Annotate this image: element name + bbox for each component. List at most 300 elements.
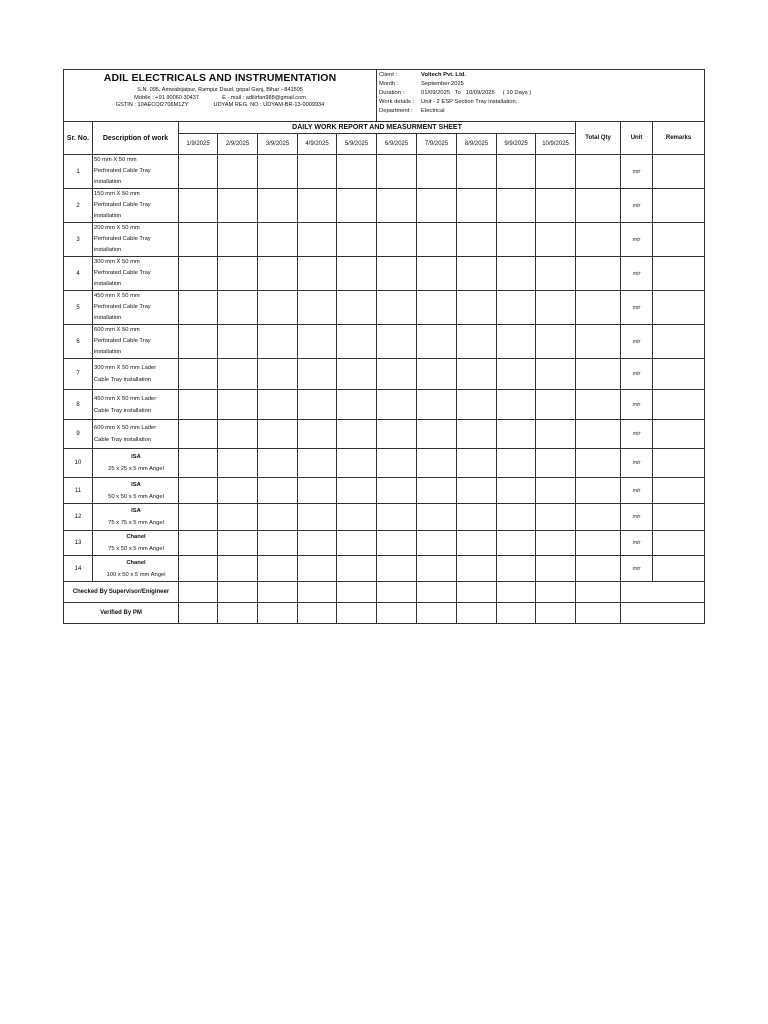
signature-cell[interactable] (337, 603, 377, 624)
description-line: Cable Tray installation (94, 437, 152, 443)
daily-qty-cell[interactable] (497, 223, 536, 257)
daily-qty-cell[interactable] (337, 390, 377, 420)
daily-qty-cell[interactable] (497, 531, 536, 556)
sr-no-cell: 6 (64, 325, 93, 359)
signature-cell[interactable] (298, 582, 337, 603)
daily-qty-cell[interactable] (298, 449, 337, 478)
daily-qty-cell[interactable] (457, 325, 497, 359)
daily-qty-cell[interactable] (179, 359, 218, 390)
daily-qty-cell[interactable] (536, 359, 576, 390)
daily-qty-cell[interactable] (377, 420, 417, 449)
sr-no-cell: 7 (64, 359, 93, 390)
table-row (64, 291, 705, 325)
signature-cell[interactable] (218, 603, 258, 624)
daily-qty-cell[interactable] (377, 531, 417, 556)
daily-qty-cell[interactable] (417, 504, 457, 531)
daily-qty-cell[interactable] (258, 189, 298, 223)
sr-no-cell: 1 (64, 155, 93, 189)
table-row (64, 257, 705, 291)
daily-qty-cell[interactable] (337, 223, 377, 257)
description-cell (93, 359, 179, 390)
daily-qty-cell[interactable] (497, 155, 536, 189)
daily-qty-cell[interactable] (417, 478, 457, 504)
sr-no-cell: 9 (64, 420, 93, 449)
daily-qty-cell[interactable] (536, 325, 576, 359)
daily-qty-cell[interactable] (218, 189, 258, 223)
description-line: ISA (131, 508, 141, 514)
description-line: Perforated Cable Tray (94, 304, 151, 310)
daily-qty-cell[interactable] (179, 189, 218, 223)
unit-cell: mtr (621, 257, 653, 291)
daily-qty-cell[interactable] (457, 257, 497, 291)
signature-cell[interactable] (377, 582, 417, 603)
total-qty-cell[interactable] (576, 223, 621, 257)
total-qty-cell[interactable] (576, 257, 621, 291)
daily-qty-cell[interactable] (497, 325, 536, 359)
signature-cell[interactable] (536, 582, 576, 603)
signature-cell[interactable] (457, 603, 497, 624)
company-udyam: UDYAM REG. NO : UDYAM-BR-13-0009934 (213, 102, 325, 108)
unit-cell: mtr (621, 291, 653, 325)
daily-qty-cell[interactable] (179, 223, 218, 257)
client-value: Voltech Pvt. Ltd. (421, 71, 467, 78)
daily-qty-cell[interactable] (298, 325, 337, 359)
daily-qty-cell[interactable] (457, 390, 497, 420)
daily-qty-cell[interactable] (218, 556, 258, 582)
daily-qty-cell[interactable] (377, 504, 417, 531)
daily-qty-cell[interactable] (536, 420, 576, 449)
description-line: 300 mm X 50 mm (94, 259, 140, 265)
daily-qty-cell[interactable] (457, 155, 497, 189)
remarks-cell[interactable] (653, 257, 705, 291)
table-row (64, 449, 705, 478)
daily-qty-cell[interactable] (337, 556, 377, 582)
total-qty-cell[interactable] (576, 531, 621, 556)
description-line: installation (94, 281, 122, 287)
date-header: 10/9/2025 (536, 134, 576, 155)
description-line: 450 mm X 50 mm (94, 293, 140, 299)
daily-qty-cell[interactable] (179, 556, 218, 582)
daily-qty-cell[interactable] (337, 155, 377, 189)
remarks-cell[interactable] (653, 291, 705, 325)
signature-cell[interactable] (497, 582, 536, 603)
unit-cell: mtr (621, 504, 653, 531)
daily-qty-cell[interactable] (218, 420, 258, 449)
checked-by-row (64, 582, 705, 603)
date-header: 1/9/2025 (179, 134, 218, 155)
description-line: 150 mm X 50 mm (94, 191, 140, 197)
unit-cell: mtr (621, 325, 653, 359)
company-mobile: Mobile : +91 90060 30437 (134, 94, 200, 101)
daily-qty-cell[interactable] (298, 390, 337, 420)
remarks-cell[interactable] (653, 420, 705, 449)
daily-qty-cell[interactable] (218, 531, 258, 556)
signature-cell[interactable] (179, 582, 218, 603)
daily-qty-cell[interactable] (258, 155, 298, 189)
daily-qty-cell[interactable] (298, 257, 337, 291)
remarks-cell[interactable] (653, 390, 705, 420)
unit-cell: mtr (621, 359, 653, 390)
date-header: 9/9/2025 (497, 134, 536, 155)
daily-qty-cell[interactable] (377, 257, 417, 291)
daily-qty-cell[interactable] (417, 359, 457, 390)
daily-qty-cell[interactable] (179, 531, 218, 556)
sr-no-cell: 13 (64, 531, 93, 556)
daily-qty-cell[interactable] (179, 325, 218, 359)
unit-cell: mtr (621, 223, 653, 257)
daily-qty-cell[interactable] (258, 504, 298, 531)
total-qty-cell[interactable] (576, 420, 621, 449)
remarks-cell[interactable] (653, 359, 705, 390)
total-qty-cell[interactable] (576, 504, 621, 531)
description-line: 450 mm X 50 mm Lader (94, 395, 157, 402)
daily-qty-cell[interactable] (536, 478, 576, 504)
daily-qty-cell[interactable] (258, 449, 298, 478)
daily-qty-cell[interactable] (337, 531, 377, 556)
description-cell (93, 155, 179, 189)
daily-qty-cell[interactable] (497, 189, 536, 223)
daily-qty-cell[interactable] (457, 449, 497, 478)
description-line: Perforated Cable Tray (94, 202, 151, 208)
signature-cell[interactable] (576, 603, 621, 624)
sr-no-header: Sr. No. (64, 122, 93, 155)
daily-qty-cell[interactable] (258, 420, 298, 449)
verified-by-row (64, 603, 705, 624)
description-line: installation (94, 213, 122, 219)
remarks-cell[interactable] (653, 504, 705, 531)
remarks-cell[interactable] (653, 189, 705, 223)
daily-qty-cell[interactable] (298, 504, 337, 531)
daily-qty-cell[interactable] (179, 478, 218, 504)
total-qty-cell[interactable] (576, 449, 621, 478)
daily-qty-cell[interactable] (258, 556, 298, 582)
daily-qty-cell[interactable] (536, 449, 576, 478)
daily-qty-cell[interactable] (457, 291, 497, 325)
project-info (377, 70, 705, 122)
daily-qty-cell[interactable] (497, 390, 536, 420)
description-line: installation (94, 349, 122, 355)
duration-label: Duration : (379, 89, 405, 96)
unit-cell: mtr (621, 155, 653, 189)
unit-header: Unit (621, 122, 653, 155)
daily-qty-cell[interactable] (337, 257, 377, 291)
description-line: 50 x 50 x 5 mm Angel (108, 493, 164, 500)
daily-qty-cell[interactable] (417, 556, 457, 582)
daily-qty-cell[interactable] (298, 223, 337, 257)
daily-qty-cell[interactable] (457, 531, 497, 556)
date-header: 7/9/2025 (417, 134, 457, 155)
table-row (64, 531, 705, 556)
daily-qty-cell[interactable] (377, 223, 417, 257)
daily-qty-cell[interactable] (377, 556, 417, 582)
remarks-cell[interactable] (653, 325, 705, 359)
description-line: 25 x 25 x 5 mm Angel (108, 466, 164, 472)
daily-qty-cell[interactable] (497, 556, 536, 582)
description-line: installation (94, 315, 122, 321)
table-row (64, 155, 705, 189)
signature-cell[interactable] (457, 582, 497, 603)
unit-cell: mtr (621, 556, 653, 582)
remarks-cell[interactable] (653, 449, 705, 478)
daily-qty-cell[interactable] (218, 449, 258, 478)
daily-qty-cell[interactable] (218, 291, 258, 325)
date-header: 2/9/2025 (218, 134, 258, 155)
daily-qty-cell[interactable] (417, 155, 457, 189)
daily-qty-cell[interactable] (417, 291, 457, 325)
sr-no-cell: 2 (64, 189, 93, 223)
company-name: ADIL ELECTRICALS AND INSTRUMENTATION (103, 72, 337, 84)
work-details-label: Work details : (379, 98, 415, 105)
signature-cell[interactable] (298, 603, 337, 624)
daily-qty-cell[interactable] (258, 223, 298, 257)
remarks-cell[interactable] (653, 531, 705, 556)
daily-qty-cell[interactable] (298, 155, 337, 189)
daily-qty-cell[interactable] (298, 478, 337, 504)
description-cell (93, 325, 179, 359)
department-label: Department : (379, 107, 413, 114)
verified-label: Verified By PM (64, 603, 179, 624)
daily-qty-cell[interactable] (377, 390, 417, 420)
daily-qty-cell[interactable] (258, 359, 298, 390)
signature-cell[interactable] (258, 603, 298, 624)
description-line: Chanel (126, 534, 146, 540)
unit-cell: mtr (621, 478, 653, 504)
unit-cell: mtr (621, 531, 653, 556)
daily-qty-cell[interactable] (457, 556, 497, 582)
signature-cell[interactable] (179, 603, 218, 624)
daily-qty-cell[interactable] (417, 449, 457, 478)
daily-qty-cell[interactable] (377, 155, 417, 189)
total-qty-cell[interactable] (576, 189, 621, 223)
daily-qty-cell[interactable] (497, 420, 536, 449)
description-cell (93, 478, 179, 504)
table-row (64, 223, 705, 257)
daily-qty-cell[interactable] (417, 390, 457, 420)
description-line: 50 mm X 50 mm (94, 157, 137, 163)
sr-no-cell: 11 (64, 478, 93, 504)
company-address: S.N. 095, Amwabijaipur, Rampur Daud, gopal Ganj, Bihar - 841505 (137, 87, 303, 93)
daily-qty-cell[interactable] (218, 478, 258, 504)
sr-no-cell: 14 (64, 556, 93, 582)
daily-qty-cell[interactable] (536, 155, 576, 189)
daily-qty-cell[interactable] (179, 291, 218, 325)
duration-value: 01/09/2025 To 10/09/2025 ( 10 Days ) (421, 89, 532, 96)
signature-cell[interactable] (417, 603, 457, 624)
daily-qty-cell[interactable] (298, 359, 337, 390)
total-qty-cell[interactable] (576, 359, 621, 390)
daily-qty-cell[interactable] (258, 531, 298, 556)
daily-qty-cell[interactable] (337, 325, 377, 359)
company-gstin: GSTIN : 10AECOI2706M1ZY (115, 102, 189, 108)
description-line: ISA (131, 454, 141, 460)
date-header: 4/9/2025 (298, 134, 337, 155)
daily-qty-cell[interactable] (258, 257, 298, 291)
daily-qty-cell[interactable] (497, 449, 536, 478)
description-cell (93, 291, 179, 325)
daily-qty-cell[interactable] (536, 257, 576, 291)
daily-qty-cell[interactable] (258, 390, 298, 420)
sr-no-cell: 3 (64, 223, 93, 257)
signature-cell[interactable] (621, 582, 705, 603)
signature-cell[interactable] (337, 582, 377, 603)
description-line: ISA (131, 481, 141, 488)
daily-qty-cell[interactable] (258, 291, 298, 325)
date-header: 8/9/2025 (457, 134, 497, 155)
daily-qty-cell[interactable] (298, 420, 337, 449)
unit-cell: mtr (621, 420, 653, 449)
daily-qty-cell[interactable] (179, 449, 218, 478)
description-header: Description of work (93, 122, 179, 155)
client-label: Client : (379, 71, 398, 78)
report-sheet (63, 69, 704, 624)
signature-cell[interactable] (377, 603, 417, 624)
total-qty-cell[interactable] (576, 291, 621, 325)
signature-cell[interactable] (218, 582, 258, 603)
daily-qty-cell[interactable] (457, 420, 497, 449)
daily-qty-cell[interactable] (536, 291, 576, 325)
description-line: Perforated Cable Tray (94, 338, 151, 344)
daily-qty-cell[interactable] (179, 420, 218, 449)
signature-cell[interactable] (417, 582, 457, 603)
daily-qty-cell[interactable] (218, 359, 258, 390)
daily-qty-cell[interactable] (457, 478, 497, 504)
total-qty-cell[interactable] (576, 478, 621, 504)
daily-qty-cell[interactable] (536, 189, 576, 223)
sr-no-cell: 8 (64, 390, 93, 420)
daily-qty-cell[interactable] (417, 531, 457, 556)
daily-qty-cell[interactable] (298, 291, 337, 325)
table-row (64, 359, 705, 390)
description-cell (93, 390, 179, 420)
description-line: 200 mm X 50 mm (94, 225, 140, 231)
daily-qty-cell[interactable] (536, 390, 576, 420)
daily-qty-cell[interactable] (179, 155, 218, 189)
total-qty-cell[interactable] (576, 390, 621, 420)
remarks-cell[interactable] (653, 155, 705, 189)
daily-qty-cell[interactable] (179, 257, 218, 291)
daily-qty-cell[interactable] (457, 223, 497, 257)
description-line: 600 mm X 50 mm Lader (94, 425, 157, 431)
description-line: 75 x 75 x 5 mm Angel (108, 520, 164, 526)
daily-qty-cell[interactable] (497, 478, 536, 504)
daily-qty-cell[interactable] (417, 223, 457, 257)
daily-qty-cell[interactable] (377, 325, 417, 359)
remarks-cell[interactable] (653, 478, 705, 504)
description-line: installation (94, 247, 122, 253)
daily-qty-cell[interactable] (457, 504, 497, 531)
daily-qty-cell[interactable] (218, 257, 258, 291)
daily-qty-cell[interactable] (377, 478, 417, 504)
sheet-title: DAILY WORK REPORT AND MEASURMENT SHEET (179, 122, 576, 134)
signature-cell[interactable] (536, 603, 576, 624)
signature-cell[interactable] (258, 582, 298, 603)
daily-qty-cell[interactable] (497, 291, 536, 325)
daily-qty-cell[interactable] (337, 291, 377, 325)
daily-qty-cell[interactable] (377, 189, 417, 223)
daily-qty-cell[interactable] (497, 359, 536, 390)
daily-qty-cell[interactable] (298, 189, 337, 223)
signature-cell[interactable] (497, 603, 536, 624)
daily-qty-cell[interactable] (417, 325, 457, 359)
daily-qty-cell[interactable] (258, 325, 298, 359)
total-qty-cell[interactable] (576, 556, 621, 582)
daily-qty-cell[interactable] (377, 291, 417, 325)
description-line: Perforated Cable Tray (94, 236, 151, 242)
daily-qty-cell[interactable] (337, 420, 377, 449)
daily-qty-cell[interactable] (298, 531, 337, 556)
daily-qty-cell[interactable] (337, 189, 377, 223)
signature-cell[interactable] (621, 603, 705, 624)
table-row (64, 504, 705, 531)
daily-qty-cell[interactable] (179, 390, 218, 420)
description-cell (93, 189, 179, 223)
work-details-value: Unit - 2 ESP Section Tray installation. (421, 98, 518, 105)
company-header (64, 70, 377, 122)
daily-qty-cell[interactable] (337, 504, 377, 531)
month-value: September 2025 (421, 80, 464, 87)
daily-qty-cell[interactable] (536, 223, 576, 257)
daily-qty-cell[interactable] (457, 189, 497, 223)
daily-qty-cell[interactable] (218, 223, 258, 257)
daily-qty-cell[interactable] (218, 155, 258, 189)
description-cell (93, 504, 179, 531)
date-header: 5/9/2025 (337, 134, 377, 155)
daily-qty-cell[interactable] (536, 556, 576, 582)
daily-qty-cell[interactable] (377, 359, 417, 390)
daily-qty-cell[interactable] (417, 189, 457, 223)
sr-no-cell: 10 (64, 449, 93, 478)
daily-qty-cell[interactable] (377, 449, 417, 478)
sr-no-cell: 12 (64, 504, 93, 531)
unit-cell: mtr (621, 390, 653, 420)
description-line: 300 mm X 50 mm Lader (94, 365, 157, 371)
sr-no-cell: 5 (64, 291, 93, 325)
daily-qty-cell[interactable] (417, 420, 457, 449)
description-cell (93, 449, 179, 478)
daily-qty-cell[interactable] (417, 257, 457, 291)
total-qty-cell[interactable] (576, 325, 621, 359)
daily-qty-cell[interactable] (298, 556, 337, 582)
daily-qty-cell[interactable] (179, 504, 218, 531)
daily-qty-cell[interactable] (337, 478, 377, 504)
table-row (64, 325, 705, 359)
daily-qty-cell[interactable] (218, 504, 258, 531)
daily-qty-cell[interactable] (337, 449, 377, 478)
total-qty-cell[interactable] (576, 155, 621, 189)
signature-cell[interactable] (576, 582, 621, 603)
daily-qty-cell[interactable] (497, 257, 536, 291)
table-row (64, 390, 705, 420)
daily-qty-cell[interactable] (536, 531, 576, 556)
remarks-cell[interactable] (653, 223, 705, 257)
report-table (63, 69, 705, 624)
daily-qty-cell[interactable] (337, 359, 377, 390)
daily-qty-cell[interactable] (457, 359, 497, 390)
description-cell (93, 223, 179, 257)
daily-qty-cell[interactable] (258, 478, 298, 504)
remarks-cell[interactable] (653, 556, 705, 582)
description-line: Chanel (126, 559, 146, 566)
unit-cell: mtr (621, 189, 653, 223)
date-header: 6/9/2025 (377, 134, 417, 155)
daily-qty-cell[interactable] (497, 504, 536, 531)
unit-cell: mtr (621, 449, 653, 478)
description-line: Cable Tray installation (94, 377, 152, 383)
daily-qty-cell[interactable] (536, 504, 576, 531)
daily-qty-cell[interactable] (218, 390, 258, 420)
daily-qty-cell[interactable] (218, 325, 258, 359)
date-header: 3/9/2025 (258, 134, 298, 155)
